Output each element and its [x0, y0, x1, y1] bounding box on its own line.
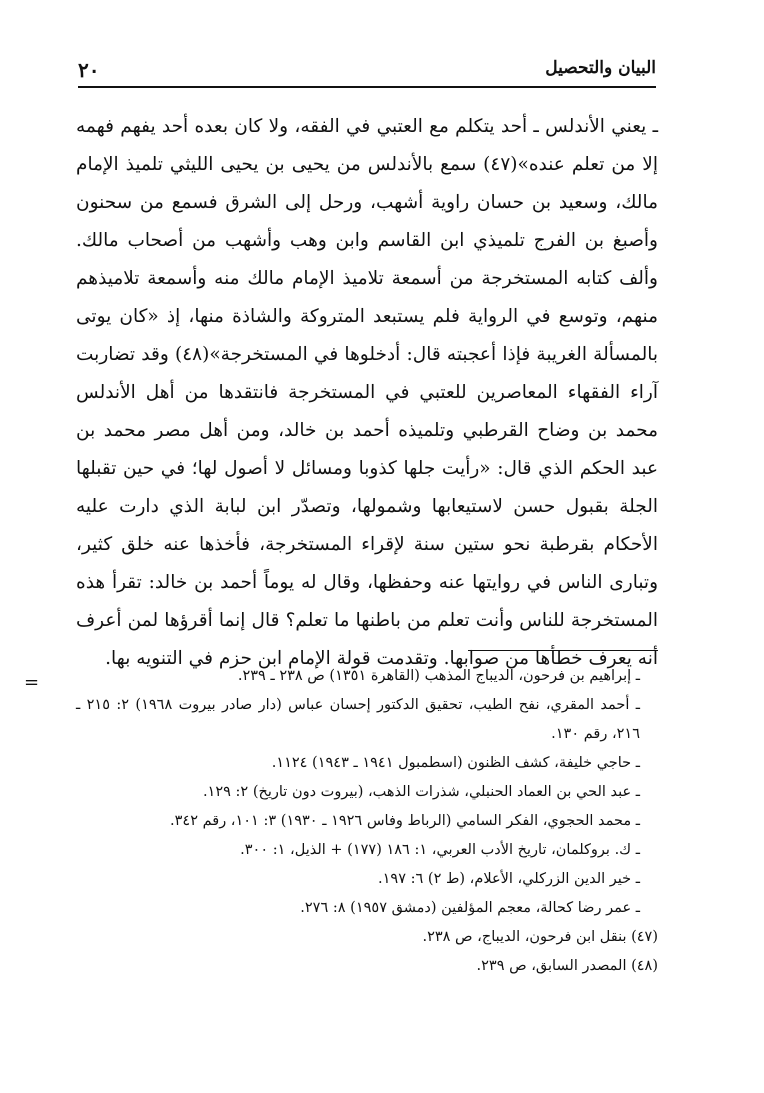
footnote-source: ـ عبد الحي بن العماد الحنبلي، شذرات الذهب، (بيروت دون تاريخ) ٢: ١٢٩. [202, 784, 640, 800]
footnote-note: (٤٧) بنقل ابن فرحون، الديباج، ص ٢٣٨. [422, 929, 658, 945]
footnote-source: ـ حاجي خليفة، كشف الظنون (اسطمبول ١٩٤١ ـ ١٩٤٣) ١١٢٤. [271, 755, 640, 771]
footnote-source: ـ عمر رضا كحالة، معجم المؤلفين (دمشق ١٩٥٧) ٨: ٢٧٦. [300, 900, 640, 916]
main-text [76, 108, 658, 678]
footnote-source: ـ محمد الحجوي، الفكر السامي (الرباط وفاس ١٩٢٦ ـ ١٩٣٠) ٣: ١٠١، رقم ٣٤٢. [170, 813, 640, 829]
running-title: البيان والتحصيل [545, 58, 656, 78]
footnote-continuation-mark: = [24, 672, 40, 693]
footnote-note: (٤٨) المصدر السابق، ص ٢٣٩. [476, 958, 658, 974]
footnote-divider [468, 650, 658, 651]
footnote-source: ـ خير الدين الزركلي، الأعلام، (ط ٢) ٦: ١٩٧. [378, 871, 640, 887]
footnote-source: ـ ك. بروكلمان، تاريخ الأدب العربي، ١: ١٨٦ (١٧٧) + الذيل، ١: ٣٠٠. [240, 842, 640, 858]
page-header [78, 52, 656, 88]
footnote-list [76, 662, 658, 981]
paragraph: ـ يعني الأندلس ـ أحد يتكلم مع العتبي في الفقه، ولا كان بعده أحد يفهم فهمه إلا من تعلم عنده»(٤٧) سمع بالأندلس من يحيى بن يحيى الليثي تلميذ الإمام مالك، وسعيد بن حسان راوية أشهب، ورحل إلى الشرق فسمع من سحنون وأصبغ بن الفرج تلميذي ابن القاسم وابن وهب وأشهب من أصحاب مالك. وألف كتابه المستخرجة من أسمعة تلاميذ الإمام مالك منه وأسمعة تلاميذهم منهم، وتوسع في الرواية فلم يستبعد المتروكة والشاذة منها، إذ «كان يوتى بالمسألة الغريبة فإذا أعجبته قال: أدخلوها في المستخرجة»(٤٨) وقد تضاربت آراء الفقهاء المعاصرين للعتبي في المستخرجة فانتقدها من أهل الأندلس محمد بن وضاح القرطبي وتلميذه أحمد بن خالد، ومن أهل مصر محمد بن عبد الحكم الذي قال: «رأيت جلها كذوبا ومسائل لا أصول لها؛ في حين تقبلها الجلة بقبول حسن لاستيعابها وشمولها، وتصدّر ابن لبابة الذي دارت عليه الأحكام بقرطبة نحو ستين سنة لإقراء المستخرجة، فأخذها عنه خلق كثير، وتبارى الناس في روايتها عنه وحفظها، وقال له يوماً أحمد بن خالد: تقرأ هذه المستخرجة للناس وأنت تعلم من باطنها ما تعلم؟ قال إنما أقرؤها لمن أعرف أنه يعرف خطأها من صوابها. وتقدمت قولة الإمام ابن حزم في التنويه بها. [76, 116, 658, 669]
page-number: ٢٠ [78, 58, 100, 82]
footnote-source: ـ إبراهيم بن فرحون، الديباج المذهب (القاهرة ١٣٥١) ص ٢٣٨ ـ ٢٣٩. [237, 668, 640, 684]
footnote-source: ـ أحمد المقري، نفح الطيب، تحقيق الدكتور إحسان عباس (دار صادر بيروت ١٩٦٨) ٢: ٢١٥ ـ ٢١٦، رقم ١٣٠. [76, 697, 641, 742]
